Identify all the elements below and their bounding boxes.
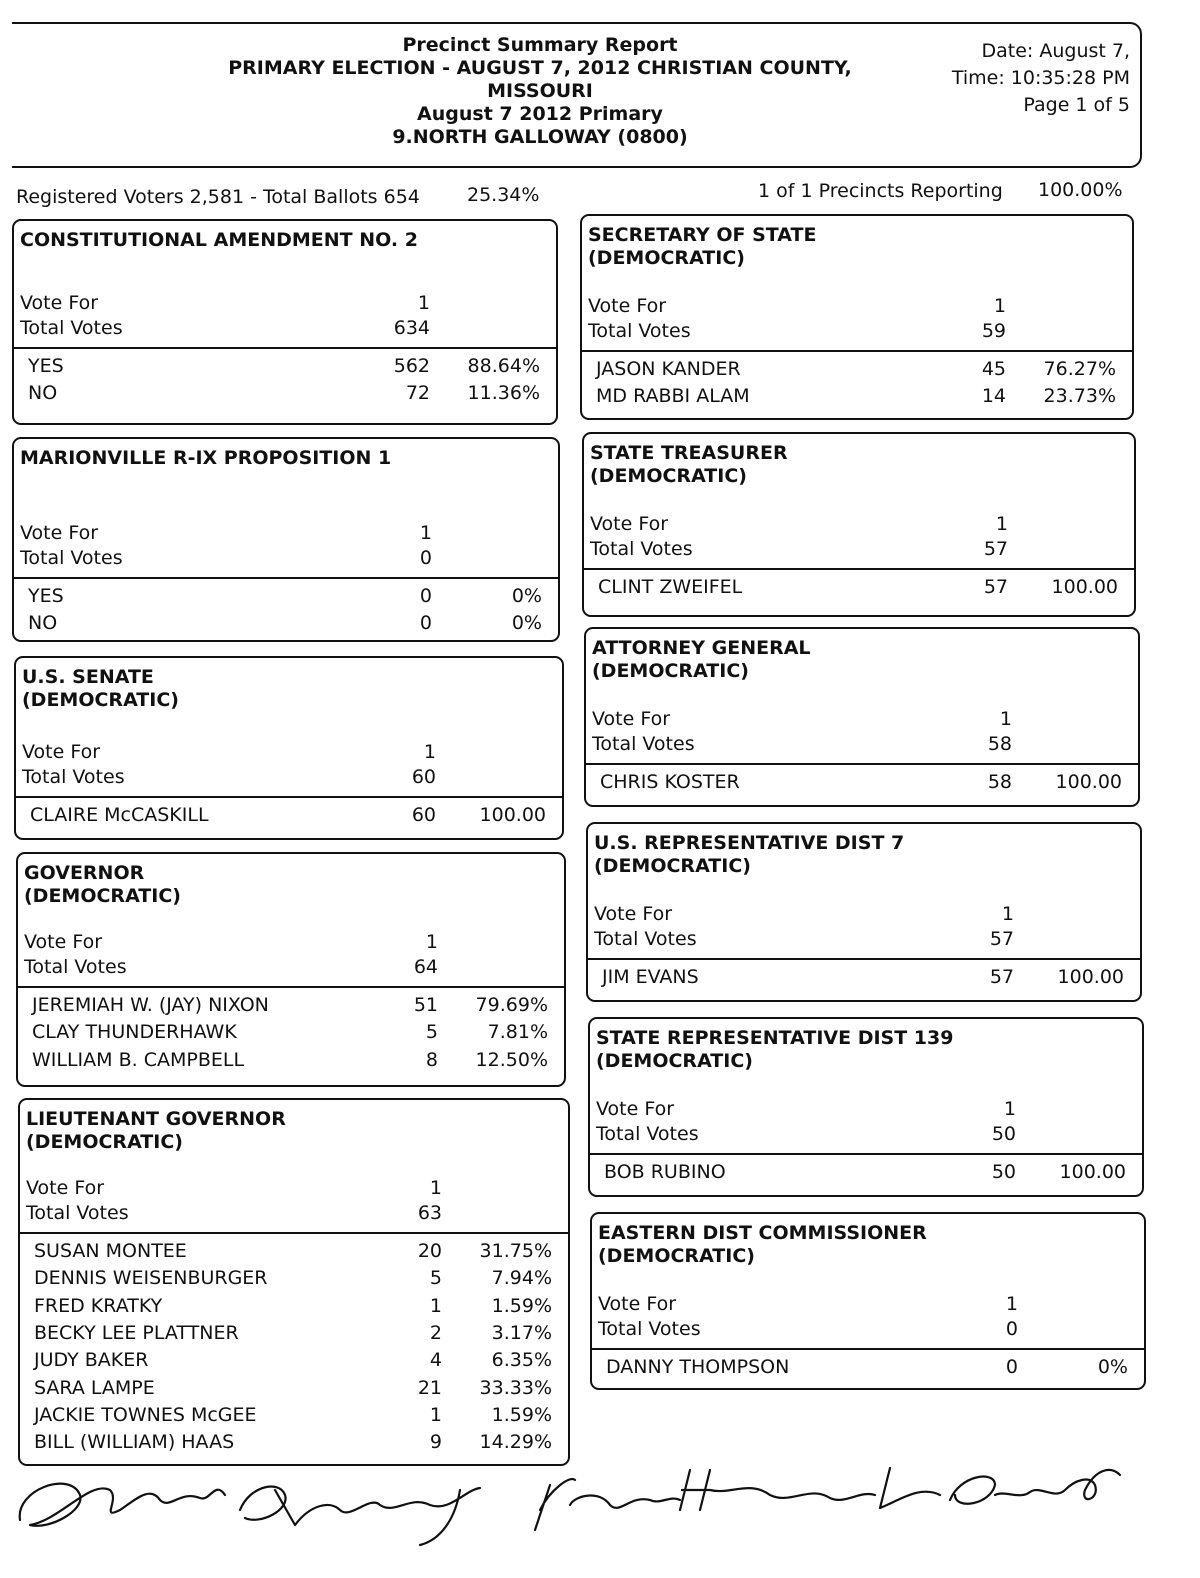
turnout-percent: 25.34% (467, 184, 540, 206)
vote-for-value: 1 (429, 1177, 442, 1199)
candidate-percent: 88.64% (467, 355, 540, 377)
vote-for-label: Vote For (592, 708, 671, 730)
candidate-votes: 60 (411, 804, 436, 826)
election-name-line1: PRIMARY ELECTION - AUGUST 7, 2012 CHRISTIAN COUNTY, (228, 57, 852, 79)
total-votes-row (16, 765, 562, 790)
candidate-row (20, 1347, 568, 1374)
candidate-row (18, 1019, 564, 1046)
divider (588, 1153, 1144, 1155)
total-votes-label: Total Votes (592, 733, 695, 755)
race-box (18, 1098, 570, 1466)
candidate-votes: 2 (429, 1321, 442, 1344)
vote-for-value: 1 (993, 295, 1006, 317)
primary-name: August 7 2012 Primary (417, 103, 663, 125)
candidate-row (20, 1265, 568, 1292)
candidate-percent: 100.00 (479, 804, 546, 826)
vote-for-label: Vote For (594, 903, 673, 925)
candidate-row (14, 583, 558, 610)
total-votes-label: Total Votes (596, 1123, 699, 1145)
divider (14, 796, 564, 798)
candidate-name: BECKY LEE PLATTNER (34, 1321, 239, 1344)
candidate-row (582, 383, 1132, 410)
divider (12, 347, 558, 349)
candidate-percent: 11.36% (467, 382, 540, 405)
total-votes-row (14, 316, 556, 341)
candidate-name: CLAY THUNDERHAWK (32, 1021, 237, 1044)
candidate-votes: 14 (981, 385, 1006, 408)
divider (586, 958, 1142, 960)
candidate-votes: 50 (991, 1161, 1016, 1183)
total-votes-row (582, 319, 1132, 344)
total-votes-row (592, 1317, 1144, 1342)
report-time: Time: 10:35:28 PM (951, 67, 1130, 89)
candidate-row (582, 356, 1132, 383)
candidate-row (18, 1047, 564, 1074)
report-title: Precinct Summary Report (402, 34, 678, 56)
candidate-name: CLINT ZWEIFEL (598, 576, 743, 598)
candidate-row (20, 1238, 568, 1265)
total-votes-label: Total Votes (26, 1202, 129, 1224)
vote-for-row (588, 902, 1140, 927)
candidate-name: WILLIAM B. CAMPBELL (32, 1048, 245, 1071)
candidate-votes: 21 (417, 1376, 442, 1399)
vote-for-row (14, 521, 558, 546)
candidate-percent: 1.59% (491, 1294, 552, 1317)
candidate-votes: 5 (429, 1267, 442, 1290)
candidate-row (14, 353, 556, 380)
candidate-percent: 100.00 (1059, 1161, 1126, 1183)
candidate-row (18, 992, 564, 1019)
divider (582, 568, 1136, 570)
candidate-percent: 0% (511, 585, 542, 607)
vote-for-value: 1 (1005, 1293, 1018, 1315)
candidate-votes: 58 (987, 771, 1012, 793)
candidate-row (14, 610, 558, 637)
race-box (586, 822, 1142, 1002)
race-box (16, 852, 566, 1087)
candidate-percent: 31.75% (479, 1240, 552, 1262)
candidate-votes: 4 (429, 1349, 442, 1372)
candidate-percent: 100.00 (1051, 576, 1118, 598)
vote-for-label: Vote For (26, 1177, 105, 1199)
divider (580, 350, 1134, 352)
candidate-percent: 3.17% (491, 1321, 552, 1344)
candidate-name: YES (28, 585, 64, 607)
candidate-name: BILL (WILLIAM) HAAS (34, 1431, 235, 1454)
registered-voters: Registered Voters 2,581 - Total Ballots 654 (16, 186, 420, 208)
candidate-row (20, 1375, 568, 1402)
vote-for-value: 1 (999, 708, 1012, 730)
candidate-percent: 6.35% (491, 1349, 552, 1372)
candidate-name: DENNIS WEISENBURGER (34, 1267, 268, 1290)
signature-1-icon (20, 1484, 225, 1526)
vote-for-value: 1 (417, 292, 430, 314)
candidate-votes: 57 (983, 576, 1008, 598)
candidate-row (586, 769, 1138, 796)
candidate-votes: 8 (425, 1048, 438, 1071)
vote-for-label: Vote For (22, 741, 101, 763)
vote-for-label: Vote For (588, 295, 667, 317)
precincts-reporting: 1 of 1 Precincts Reporting (758, 180, 1003, 202)
candidate-percent: 23.73% (1043, 385, 1116, 408)
total-votes-value: 0 (1005, 1318, 1018, 1340)
race-title: GOVERNOR (DEMOCRATIC) (24, 862, 181, 907)
total-votes-value: 64 (413, 956, 438, 978)
precinct-name: 9.NORTH GALLOWAY (0800) (392, 126, 688, 148)
candidate-row (14, 380, 556, 407)
candidate-percent: 79.69% (475, 994, 548, 1016)
total-votes-label: Total Votes (598, 1318, 701, 1340)
race-box (14, 656, 564, 840)
vote-for-value: 1 (425, 931, 438, 953)
report-meta (930, 38, 1130, 119)
candidate-percent: 0% (1097, 1356, 1128, 1378)
vote-for-value: 1 (995, 513, 1008, 535)
candidate-name: JUDY BAKER (34, 1349, 149, 1372)
candidate-votes: 0 (419, 585, 432, 607)
race-box (12, 219, 558, 425)
candidate-row (584, 574, 1134, 601)
total-votes-value: 60 (411, 766, 436, 788)
divider (18, 1232, 570, 1234)
candidate-name: JIM EVANS (602, 966, 699, 988)
race-title: STATE REPRESENTATIVE DIST 139 (DEMOCRATIC) (596, 1027, 954, 1072)
candidate-votes: 0 (1005, 1356, 1018, 1378)
total-votes-row (14, 546, 558, 571)
candidate-votes: 0 (419, 612, 432, 635)
vote-for-label: Vote For (24, 931, 103, 953)
vote-for-label: Vote For (20, 292, 99, 314)
page-number: Page 1 of 5 (1023, 94, 1130, 116)
candidate-votes: 1 (429, 1294, 442, 1317)
total-votes-value: 57 (989, 928, 1014, 950)
candidate-votes: 57 (989, 966, 1014, 988)
candidate-name: NO (28, 612, 58, 635)
total-votes-value: 634 (393, 317, 430, 339)
candidate-row (20, 1293, 568, 1320)
divider (16, 986, 566, 988)
race-box (588, 1017, 1144, 1197)
vote-for-row (20, 1176, 568, 1201)
candidate-votes: 20 (417, 1240, 442, 1262)
vote-for-value: 1 (1001, 903, 1014, 925)
candidate-votes: 72 (405, 382, 430, 405)
race-box (582, 432, 1136, 617)
signature-2-icon (240, 1487, 480, 1545)
race-box (590, 1212, 1146, 1390)
candidate-percent: 33.33% (479, 1376, 552, 1399)
report-header (190, 34, 890, 149)
candidate-percent: 100.00 (1057, 966, 1124, 988)
race-title: U.S. SENATE (DEMOCRATIC) (22, 666, 179, 711)
candidate-votes: 1 (429, 1403, 442, 1426)
vote-for-row (582, 294, 1132, 319)
candidate-votes: 51 (413, 994, 438, 1016)
total-votes-value: 57 (983, 538, 1008, 560)
candidate-name: JEREMIAH W. (JAY) NIXON (32, 994, 269, 1016)
candidate-name: SUSAN MONTEE (34, 1240, 187, 1262)
candidate-name: CHRIS KOSTER (600, 771, 740, 793)
vote-for-label: Vote For (596, 1098, 675, 1120)
vote-for-row (590, 1097, 1142, 1122)
report-date: Date: August 7, (981, 40, 1130, 62)
candidate-name: JACKIE TOWNES McGEE (34, 1403, 257, 1426)
total-votes-row (584, 537, 1134, 562)
candidate-name: JASON KANDER (596, 358, 741, 380)
total-votes-label: Total Votes (594, 928, 697, 950)
vote-for-row (16, 740, 562, 765)
total-votes-row (20, 1201, 568, 1226)
candidate-row (20, 1320, 568, 1347)
vote-for-row (584, 512, 1134, 537)
race-title: STATE TREASURER (DEMOCRATIC) (590, 442, 788, 487)
vote-for-row (18, 930, 564, 955)
divider (590, 1348, 1146, 1350)
total-votes-row (18, 955, 564, 980)
divider (12, 577, 560, 579)
candidate-row (590, 1159, 1142, 1186)
race-title: EASTERN DIST COMMISSIONER (DEMOCRATIC) (598, 1222, 927, 1267)
vote-for-row (14, 291, 556, 316)
candidate-percent: 0% (511, 612, 542, 635)
total-votes-row (586, 732, 1138, 757)
vote-for-label: Vote For (590, 513, 669, 535)
total-votes-label: Total Votes (22, 766, 125, 788)
vote-for-row (586, 707, 1138, 732)
candidate-name: DANNY THOMPSON (606, 1356, 790, 1378)
vote-for-label: Vote For (20, 522, 99, 544)
candidate-row (16, 802, 562, 829)
candidate-name: BOB RUBINO (604, 1161, 726, 1183)
candidate-name: FRED KRATKY (34, 1294, 163, 1317)
vote-for-value: 1 (423, 741, 436, 763)
signatures (10, 1450, 1190, 1570)
total-votes-label: Total Votes (590, 538, 693, 560)
divider (584, 763, 1140, 765)
candidate-name: SARA LAMPE (34, 1376, 155, 1399)
total-votes-value: 58 (987, 733, 1012, 755)
candidate-votes: 9 (429, 1431, 442, 1454)
signature-3-icon (535, 1468, 940, 1530)
candidate-percent: 76.27% (1043, 358, 1116, 380)
candidate-votes: 562 (393, 355, 430, 377)
race-box (580, 214, 1134, 420)
candidate-name: NO (28, 382, 58, 405)
total-votes-label: Total Votes (20, 547, 123, 569)
candidate-percent: 7.81% (487, 1021, 548, 1044)
candidate-percent: 1.59% (491, 1403, 552, 1426)
candidate-votes: 45 (981, 358, 1006, 380)
race-title: CONSTITUTIONAL AMENDMENT NO. 2 (20, 229, 418, 251)
vote-for-label: Vote For (598, 1293, 677, 1315)
candidate-row (20, 1402, 568, 1429)
candidate-percent: 12.50% (475, 1048, 548, 1071)
candidate-name: YES (28, 355, 64, 377)
vote-for-value: 1 (1003, 1098, 1016, 1120)
election-name-line2: MISSOURI (487, 80, 593, 102)
precincts-percent: 100.00% (1038, 179, 1123, 201)
candidate-row (588, 964, 1140, 991)
race-title: ATTORNEY GENERAL (DEMOCRATIC) (592, 637, 811, 682)
candidate-percent: 100.00 (1055, 771, 1122, 793)
candidate-name: CLAIRE McCASKILL (30, 804, 209, 826)
race-title: MARIONVILLE R-IX PROPOSITION 1 (20, 447, 392, 469)
race-title: U.S. REPRESENTATIVE DIST 7 (DEMOCRATIC) (594, 832, 905, 877)
total-votes-value: 63 (417, 1202, 442, 1224)
total-votes-value: 59 (981, 320, 1006, 342)
vote-for-value: 1 (419, 522, 432, 544)
race-box (584, 627, 1140, 807)
candidate-percent: 7.94% (491, 1267, 552, 1290)
candidate-row (592, 1354, 1144, 1381)
total-votes-label: Total Votes (20, 317, 123, 339)
vote-for-row (592, 1292, 1144, 1317)
total-votes-label: Total Votes (588, 320, 691, 342)
race-box (12, 437, 560, 642)
race-title: LIEUTENANT GOVERNOR (DEMOCRATIC) (26, 1108, 286, 1153)
candidate-votes: 5 (425, 1021, 438, 1044)
total-votes-row (588, 927, 1140, 952)
race-title: SECRETARY OF STATE (DEMOCRATIC) (588, 224, 817, 269)
total-votes-row (590, 1122, 1142, 1147)
candidate-percent: 14.29% (479, 1431, 552, 1454)
total-votes-value: 50 (991, 1123, 1016, 1145)
signature-4-icon (950, 1470, 1120, 1504)
total-votes-label: Total Votes (24, 956, 127, 978)
candidate-name: MD RABBI ALAM (596, 385, 750, 408)
total-votes-value: 0 (419, 547, 432, 569)
